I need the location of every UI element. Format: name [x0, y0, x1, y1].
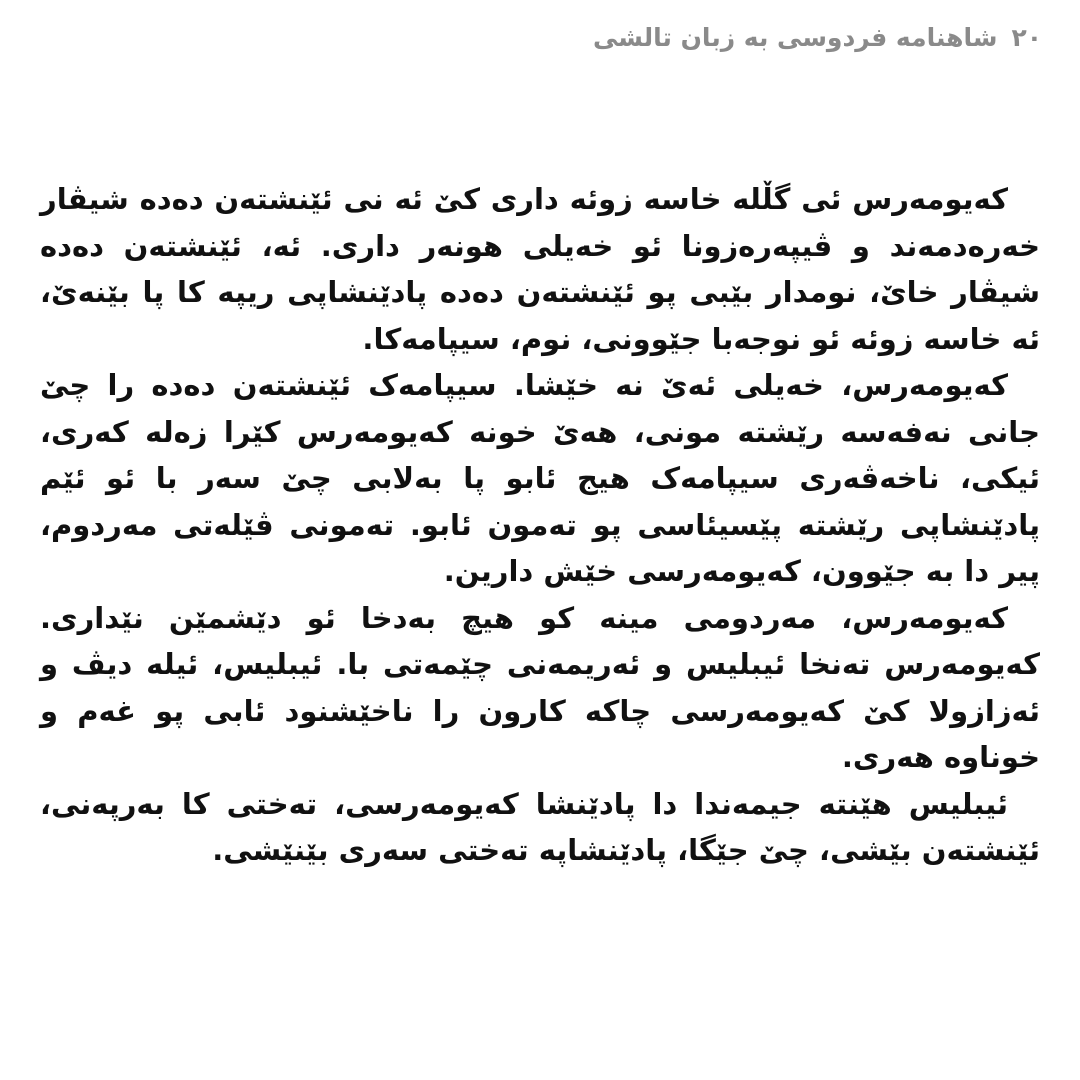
running-header	[40, 18, 1042, 58]
paragraph-2: کەیومەرس، خەیلی ئەێ نە خێشا. سیپامەک ئێنشتەن دەدە را چێ جانی نەفەسە رێشتە مونی، هەێ خونە کەیومەرس کێرا زەلە کەری، ئیکی، ناخەڤەری سیپامەک هیج ئابو پا بەلابی چێ سەر با ئو ئێم پادێنشاپی رێشتە پێسیئاسی پو تەمون ئابو. تەمونی ڤێلەتی مەردوم، پیر دا بە جێوون، کەیومەرسی خێش دارین.	[40, 368, 1040, 588]
body-text	[40, 176, 1040, 874]
paragraph-4: ئیبلیس هێنتە جیمەندا دا پادێنشا کەیومەرسی، تەختی کا بەرپەنی، ئێنشتەن بێشی، چێ جێگا، پادێنشاپە تەختی سەری بێنێشی.	[40, 786, 1040, 867]
paragraph-3: کەیومەرس، مەردومی مینە کو هیچ بەدخا ئو دێشمێن نێداری. کەیومەرس تەنخا ئیبلیس و ئەریمەنی چێمەتی با. ئیبلیس، ئیلە دیڤ و ئەزازولا کێ کەیومەرسی چاکە کارون را ناخێشنود ئابی پو غەم و خوناوە هەری.	[40, 600, 1040, 774]
page-number: ٢٠	[1011, 23, 1042, 52]
book-title: شاهنامه فردوسی به زبان تالشی	[593, 23, 998, 52]
paragraph-1: کەیومەرس ئی گڵلە خاسە زوئە داری کێ ئە نی ئێنشتەن دەدە شیڤار خەرەدمەند و ڤیپەرەزونا ئو خەیلی هونەر داری. ئە، ئێنشتەن دەدە شیڤار خاێ، نومدار بێبی پو ئێنشتەن دەدە پادێنشاپی ریپە کا پا بێنەێ، ئە خاسە زوئە ئو نوجەبا جێوونی، نوم، سیپامەکا.	[40, 182, 1040, 356]
